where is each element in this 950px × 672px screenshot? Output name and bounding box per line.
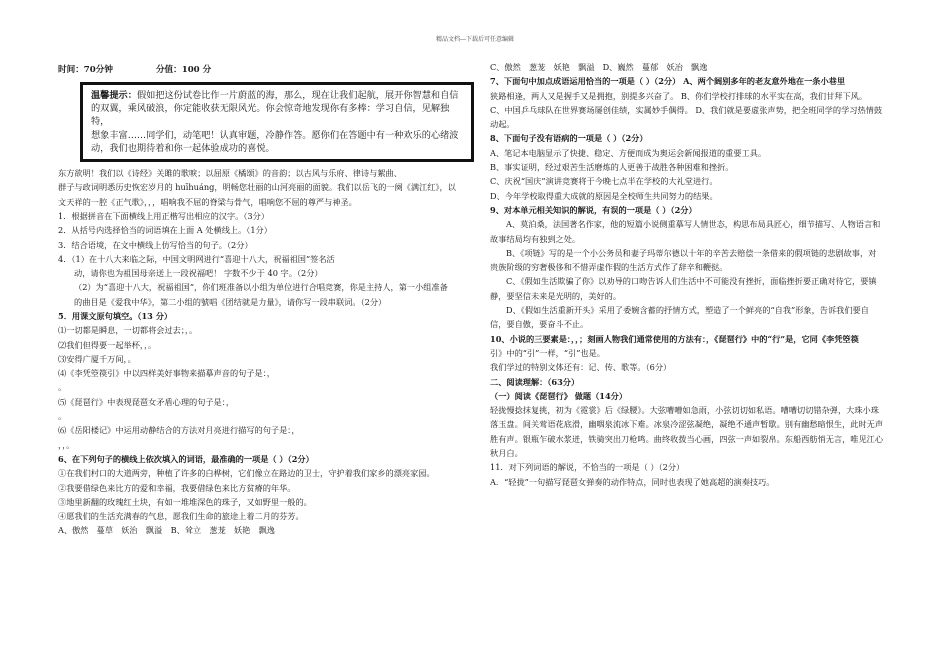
question-9-option: 信，要自傲，要奋斗不止。 [490, 319, 589, 330]
question-2: 2．从括号内选择恰当的词语填在上面 A 处横线上。（1分） [58, 225, 272, 236]
question-8: 8、下面句子没有语病的一项是（ ）（2分） [490, 133, 648, 144]
question-5: 5．用课文原句填空。（13 分） [58, 310, 173, 321]
option-c: C、傲然 葱茏 妖艳 飘溢 [490, 62, 595, 72]
question-6-sentence: ①在我们村口的大道两旁，种植了许多的白桦树，它们像立在路边的卫士，守护着我们家乡的漂亮家园。 [58, 468, 435, 479]
question-10: 10、小说的三要素是：，，；刻画人物我们通常使用的方法有：，《琵琶行》中的“行”是，它同《李凭箜篌 [490, 333, 859, 344]
question-5-item: ⑵我们但得要一起举杯，，。 [58, 339, 157, 350]
question-9-option: D、《假如生活重新开头》采用了委婉含蓄的抒情方式，塑造了一个鲜亮的“自我”形象，告诉我们要自 [506, 305, 869, 316]
question-6-options [58, 523, 470, 537]
passage-line: 群子与政词明悉历史恢宏岁月的 huīhuáng，明畅您壮丽的山河亮丽的面貌。我们以岳飞的一阕《满江红》，以 [58, 182, 456, 193]
reading-passage-line: 秋月白。 [490, 448, 523, 459]
left-column [58, 60, 470, 538]
option-b: B、耸立 葱茏 妖艳 飘逸 [170, 525, 275, 536]
question-4-2-cont: 的曲目是《爱我中华》，第二小组的號唱《团结就是力量》，请你写一段串联词。（2分） [74, 296, 387, 307]
exam-meta [58, 60, 470, 80]
question-9-option: B、《项链》写的是一个小公务员和妻子玛蒂尔德以十年的辛苦去赔偿一条借来的假项链的悲剧故事，对 [506, 247, 877, 258]
question-8-option: D、今年学校取得重大成就的原因是全校师生共同努力的结果。 [490, 190, 718, 201]
passage-line: 东方欲明！我们以《诗经》关雎的歌唳；以屈原《橘颂》的音韵；以古风与乐府、律诗与絮曲、 [58, 168, 402, 179]
question-11: 11．对下列词语的解说，不恰当的一项是（ ）（2分） [490, 462, 685, 473]
question-5-item: 。 [58, 382, 67, 393]
question-6-sentence: ②我要借绿色来比方的爱和幸福，我要借绿色来比方贫瘠的年华。 [58, 482, 296, 493]
tip-title: 温馨提示： [91, 90, 137, 101]
question-6-options-cont [490, 60, 900, 74]
exam-score: 分值：100 分 [155, 65, 212, 75]
question-1: 1．根据拼音在下面横线上用正楷写出相应的汉字。（3分） [58, 210, 270, 221]
question-7-option: 狭路相逢，两人又是握手又是拥抱，别提多兴奋了。 B、你们学校打排球的水平实在高，我们甘拜下风。 [490, 90, 868, 101]
question-6-sentence: ③地里新翻的玫瑰红土块，有如一堆堆深色的珠子，又如野里一般的。 [58, 496, 312, 507]
question-7: 7、下面句中加点成语运用恰当的一项是（ ）（2分） A、两个阔别多年的老友意外地在一条小巷里 [490, 76, 846, 87]
question-10-cont: 我们学过的特别文体还有：记、传、歌等。（6分） [490, 362, 672, 373]
question-6: 6、在下列句子的横线上依次填入的词语，最准确的一项是（ ）（2分） [58, 453, 314, 464]
question-9-option: 故事结局均有独到之处。 [490, 233, 581, 244]
question-9-option: 静，要坚信未来是光明的，美好的。 [490, 290, 622, 301]
question-11-option: A．“轻拢”一句描写琵琶女弹奏的动作特点，同时也表现了她高超的演奏技巧。 [490, 476, 775, 487]
tip-box [80, 82, 474, 162]
right-column [490, 60, 900, 489]
reading-passage-line: 落玉盘。间关莺语花底滑，幽咽泉流冰下难。冰泉冷涩弦凝绝，凝绝不通声暂歇。别有幽愁暗恨生，此时无声 [490, 419, 884, 430]
question-5-item: 。 [58, 411, 67, 422]
question-5-item: ，，。 [58, 439, 75, 450]
question-5-item: ⑹《岳阳楼记》中运用动静结合的方法对月亮进行描写的句子是：， [58, 425, 300, 436]
question-4-cont: 动，请你也为祖国母亲送上一段祝福吧！ 字数不少于 40 字。（2分） [74, 268, 323, 279]
question-5-item: ⑸《琵琶行》中表现琵琶女矛盾心理的句子是：， [58, 396, 235, 407]
question-5-item: ⑴一切都是瞬息，一切都将会过去；，。 [58, 325, 198, 336]
page-header: 精品文档---下载后可任意编辑 [435, 36, 515, 43]
question-4-2: （2）为“喜迎十八大，祝福祖国”，你们班准备以小组为单位进行合唱竞赛，你是主持人，第一小组准备 [74, 282, 448, 293]
tip-line: 想象丰富……同学们，动笔吧！认真审题，冷静作答。愿你们在答题中有一种欢乐的心绪波 [91, 129, 459, 141]
exam-time: 时间：70分钟 [58, 65, 113, 75]
section-2-title: 二、阅读理解：（63分） [490, 376, 580, 387]
reading-passage-line: 轻拢慢捻抹复挑，初为《霓裳》后《绿腰》。大弦嘈嘈如急雨，小弦切切如私语。嘈嘈切切错杂弹，大珠小珠 [490, 405, 879, 416]
option-d: D、巍然 蔓郁 妖冶 飘逸 [602, 62, 708, 72]
question-9-option: 贵族阶级的穷奢极侈和不惜弄虚作假的生活方式作了辞辛和鞭挞。 [490, 262, 728, 273]
question-5-item: ⑶安得广厦千万间，。 [58, 353, 136, 364]
tip-line: 温馨提示：假如把这份试卷比作一片蔚蓝的海，那么，现在让我们起航，展开你智慧和自信 [91, 90, 459, 101]
question-9: 9、对本单元相关知识的解说，有误的一项是（ ）（2分） [490, 204, 697, 215]
question-9-option: C、《假如生活欺骗了你》以劝导的口吻告诉人们生活中不可能没有挫折，面临挫折要正确对待它，要镇 [506, 276, 877, 287]
passage-line: 文天祥的一腔《正气歌》，，，唱响我不屈的脊梁与骨气，唱响您不屈的尊严与神圣。 [58, 196, 357, 207]
question-5-item: ⑷《李凭箜篌引》中以四样美好事物来描摹声音的句子是：， [58, 368, 275, 379]
option-a: A、傲然 蔓草 妖治 飘溢 [58, 525, 163, 536]
tip-line: 动，我们也期待着和你一起体验成功的喜悦。 [91, 142, 275, 154]
question-3: 3．结合语境，在文中横线上仿写恰当的句子。（2分） [58, 239, 253, 250]
question-8-option: A、笔记本电脑显示了快捷、稳定、方便而成为奥运会新闻报道的重要工具。 [490, 147, 767, 158]
question-7-option: C、中国乒乓球队在世界赛场屡创佳绩，实属妙手偶得。 D、我们就是要虚张声势，把全班同学的学习热情鼓 [490, 104, 883, 115]
question-7-option: 动起。 [490, 119, 515, 130]
question-9-option: A、莫泊桑，法国著名作家，他的短篇小说侧重摹写人情世态，构思布局具匠心，细节描写、人物语言和 [506, 219, 881, 230]
question-4: 4．（1）在十八大来临之际，中国文明网进行“喜迎十八大，祝福祖国”签名活 [58, 253, 335, 264]
tip-line: 的双翼，乘风破浪，你定能收获无限风光。你会惊奇地发现你有多棒：学习自信，见解独特， [91, 103, 450, 128]
question-8-option: C、庆祝“国庆”演讲竞赛将于今晚七点半在学校的大礼堂进行。 [490, 176, 718, 187]
question-6-sentence: ④愿我们的生活充满春的气息，愿我们生命的旅途上着二月的芬芳。 [58, 511, 304, 522]
reading-passage-line: 胜有声。银瓶乍破水浆迸，铁骑突出刀枪鸣。曲终收拨当心画，四弦一声如裂帛。东船西舫悄无言，唯见江心 [490, 433, 884, 444]
question-8-option: B、事实证明，经过艰苦生活磨炼的人更善于战胜各种困难和挫折。 [490, 162, 734, 173]
question-10-cont: 引》中的“引”一样，“引”也是。 [490, 347, 605, 358]
reading-1-title: （一）阅读《琵琶行》 做题（14分） [490, 390, 628, 401]
